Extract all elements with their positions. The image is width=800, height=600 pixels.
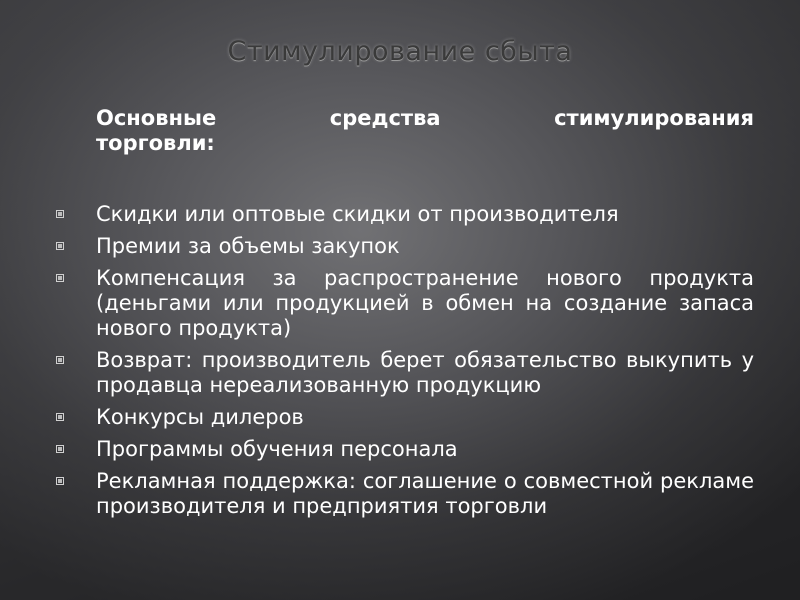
list-item xyxy=(56,348,754,398)
list-item xyxy=(56,437,754,462)
list-item-text: Скидки или оптовые скидки от производителя xyxy=(96,202,619,226)
list-item-text: Премии за объемы закупок xyxy=(96,234,400,258)
square-bullet-icon xyxy=(56,274,64,282)
list-item-text: Рекламная поддержка: соглашение о совместной рекламе производителя и предприятия торговли xyxy=(96,469,754,518)
list-item xyxy=(56,405,754,430)
list-item xyxy=(56,234,754,259)
heading-line-2: торговли: xyxy=(96,131,215,155)
list-item-text: Компенсация за распространение нового продукта (деньгами или продукцией в обмен на создание запаса нового продукта) xyxy=(96,266,754,340)
list-item xyxy=(56,469,754,519)
bullet-list xyxy=(56,202,754,519)
heading-word: стимулирования xyxy=(554,106,754,130)
slide-title: Стимулирование сбыта xyxy=(227,36,573,67)
square-bullet-icon xyxy=(56,356,64,364)
list-item-text: Возврат: производитель берет обязательство выкупить у продавца нереализованную продукцию xyxy=(96,348,754,397)
square-bullet-icon xyxy=(56,413,64,421)
heading-word: средства xyxy=(329,106,441,130)
section-heading xyxy=(96,106,754,156)
heading-line-1 xyxy=(96,106,754,131)
list-item xyxy=(56,266,754,341)
list-item-text: Программы обучения персонала xyxy=(96,437,458,461)
square-bullet-icon xyxy=(56,477,64,485)
heading-word: Основные xyxy=(96,106,217,130)
slide-content xyxy=(56,106,754,526)
list-item xyxy=(56,202,754,227)
square-bullet-icon xyxy=(56,210,64,218)
square-bullet-icon xyxy=(56,445,64,453)
list-item-text: Конкурсы дилеров xyxy=(96,405,304,429)
square-bullet-icon xyxy=(56,242,64,250)
